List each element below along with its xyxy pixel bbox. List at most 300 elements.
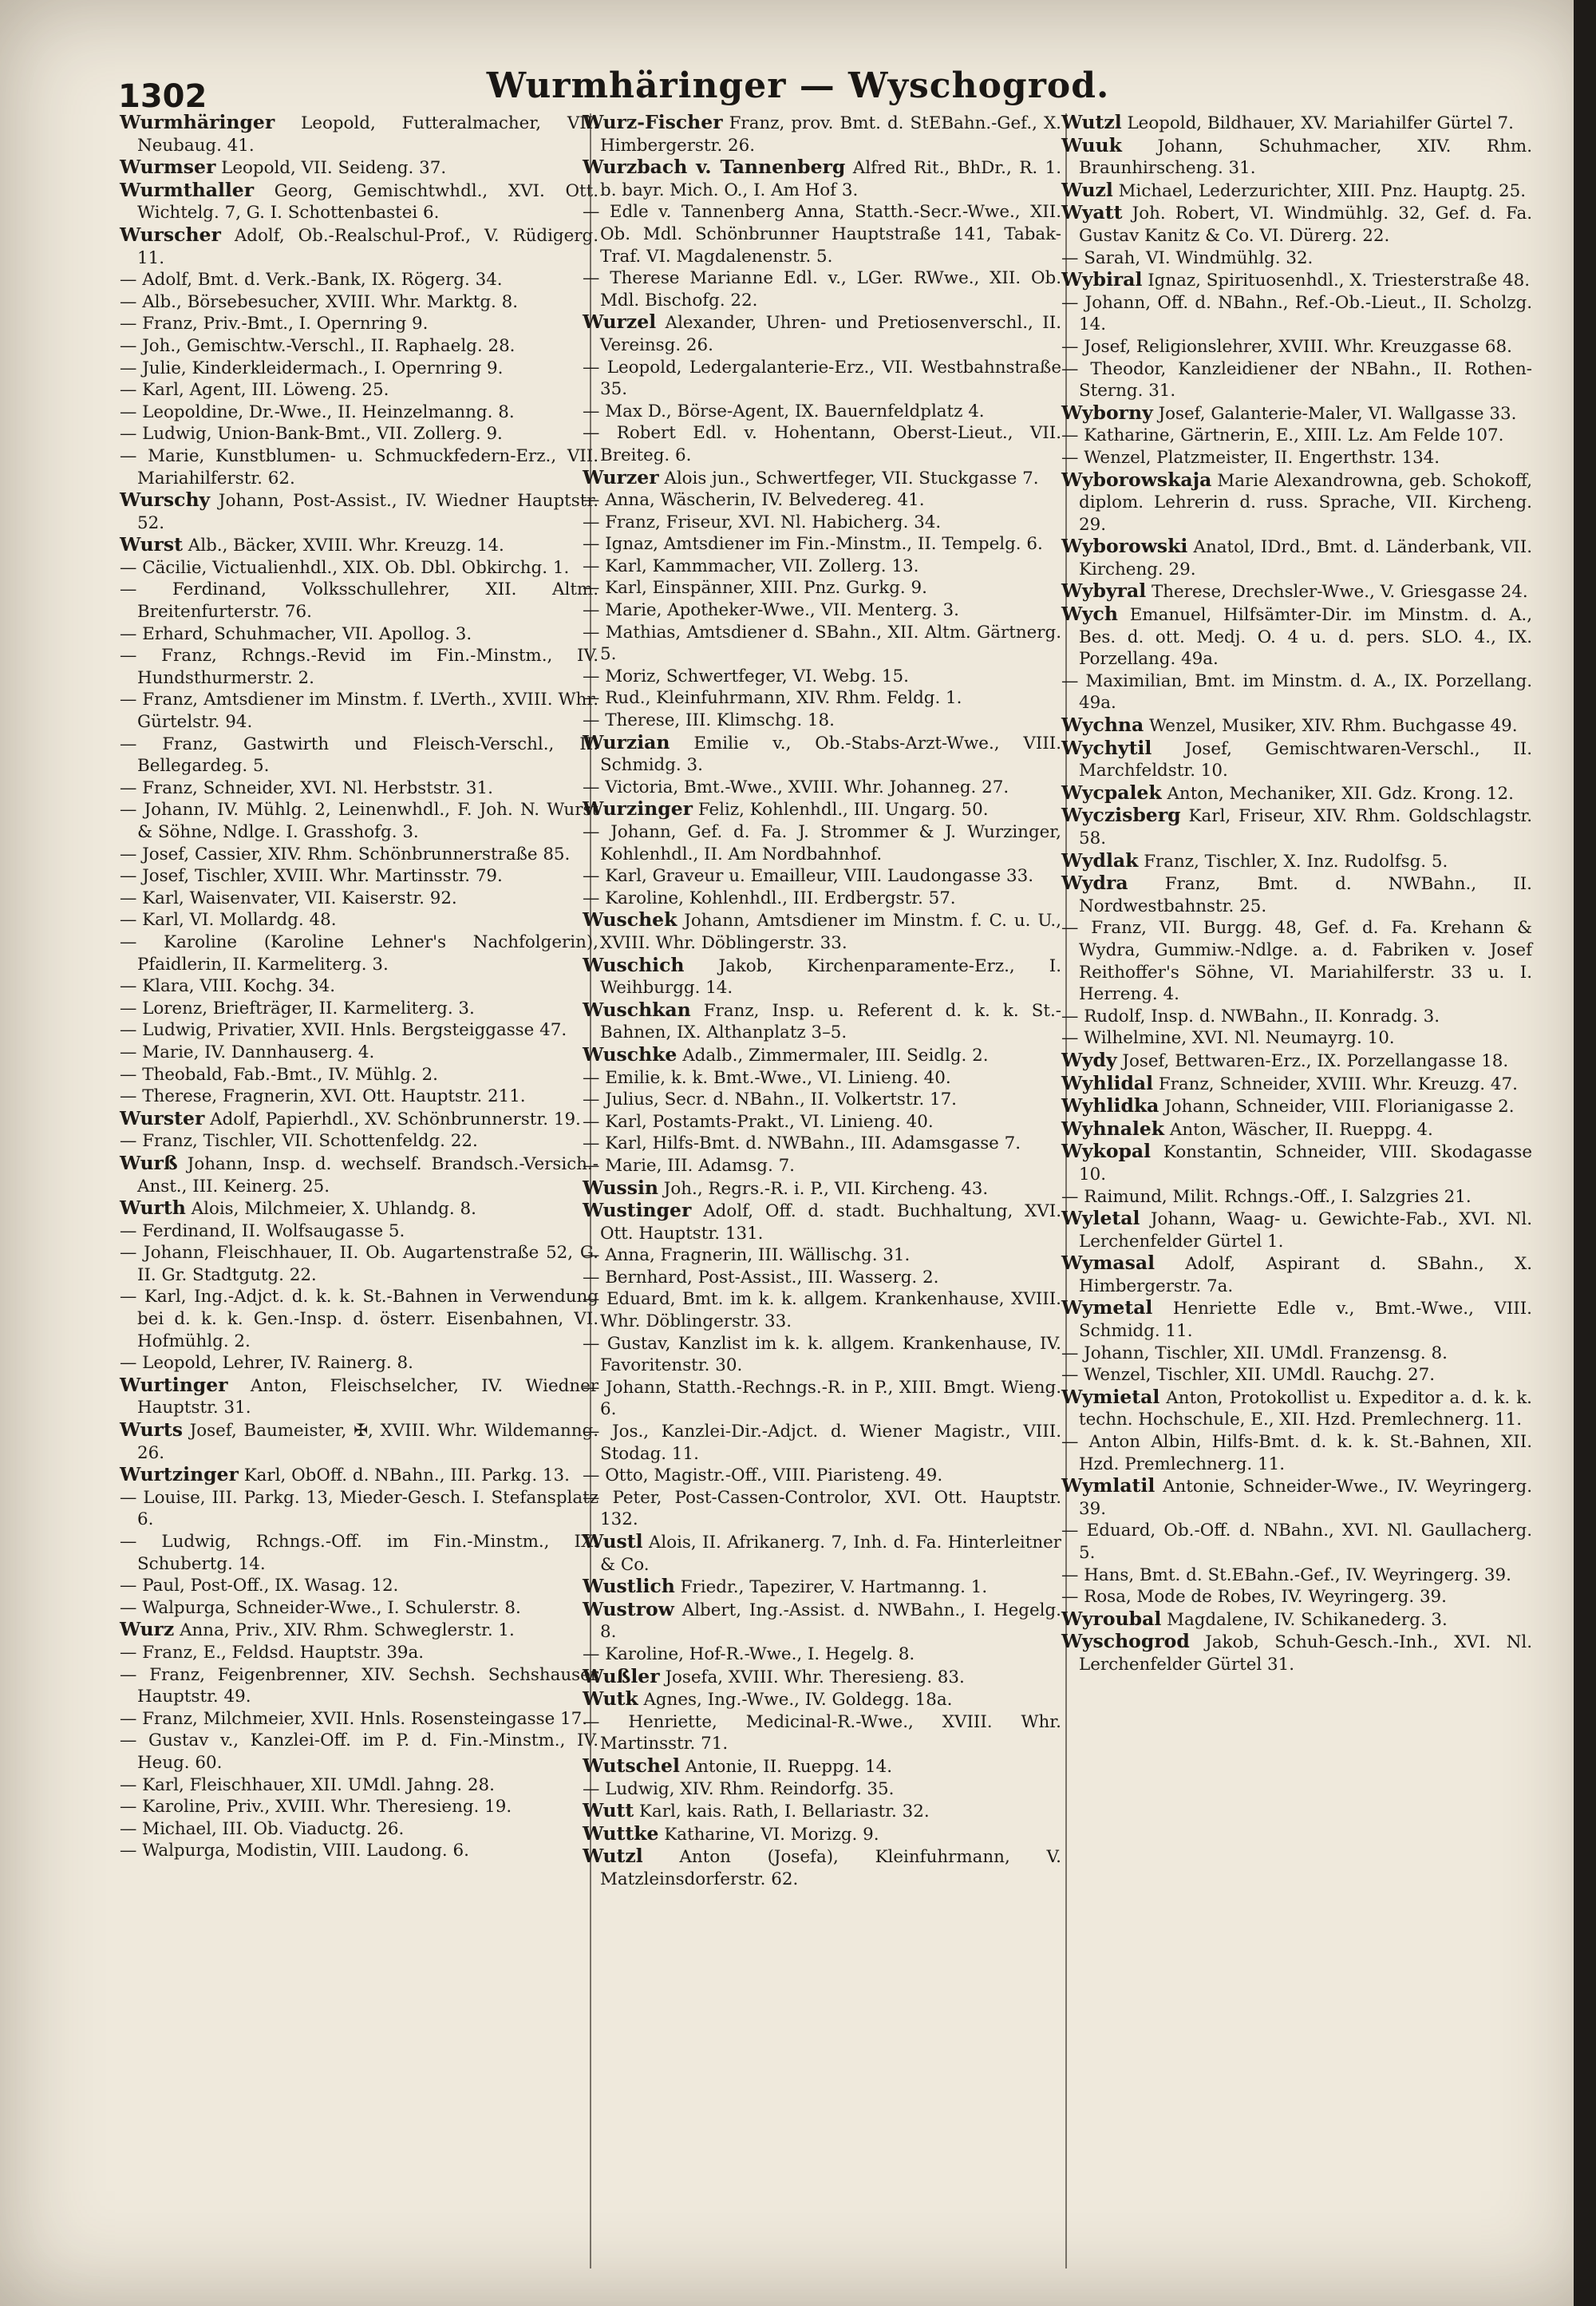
directory-entry <box>583 1599 1061 1643</box>
entry-surname: Wymlatil <box>1061 1474 1156 1497</box>
entry-details: Feliz, Kohlenhdl., III. Ungarg. 50. <box>693 800 989 821</box>
entry-surname: Wuschich <box>583 953 685 976</box>
directory-entry <box>1061 1364 1532 1386</box>
column-3 <box>1061 112 1532 1676</box>
directory-entry <box>583 267 1061 311</box>
entry-details: — Franz, Tischler, VII. Schottenfeldg. 22. <box>120 1131 478 1152</box>
entry-surname: Wuschke <box>583 1042 678 1066</box>
directory-entry <box>1061 1118 1532 1141</box>
entry-surname: Wyroubal <box>1061 1607 1162 1630</box>
directory-entry <box>583 777 1061 799</box>
directory-entry <box>120 1774 598 1797</box>
entry-details: Jakob, Kirchenparamente-Erz., I. Weihburgg. 14. <box>600 955 1061 999</box>
directory-entry <box>583 1778 1061 1801</box>
entry-details: — Wenzel, Tischler, XII. UMdl. Rauchg. 27. <box>1061 1365 1436 1386</box>
entry-details: Albert, Ing.-Assist. d. NWBahn., I. Hegelg. 8. <box>600 1600 1061 1643</box>
directory-entry <box>583 1267 1061 1289</box>
entry-details: Konstantin, Schneider, VIII. Skodagasse 10. <box>1079 1142 1532 1185</box>
entry-details: — Karl, Agent, III. Löweng. 25. <box>120 380 389 401</box>
directory-entry <box>583 156 1061 201</box>
directory-entry <box>1061 202 1532 247</box>
directory-entry <box>1061 1343 1532 1365</box>
entry-details: — Anna, Fragnerin, III. Wällischg. 31. <box>583 1245 911 1266</box>
entry-details: — Theobald, Fab.-Bmt., IV. Mühlg. 2. <box>120 1064 438 1085</box>
directory-entry <box>1061 850 1532 873</box>
entry-details: — Peter, Post-Cassen-Controlor, XVI. Ott. Hauptstr. 132. <box>583 1487 1061 1530</box>
entry-details: — Erhard, Schuhmacher, VII. Apollog. 3. <box>120 623 472 644</box>
entry-details: — Rosa, Mode de Robes, IV. Weyringerg. 39. <box>1061 1587 1447 1608</box>
entry-surname: Wußler <box>583 1664 660 1687</box>
directory-entry <box>583 1421 1061 1465</box>
entry-details: — Marie, Apotheker-Wwe., VII. Menterg. 3. <box>583 600 959 621</box>
directory-entry <box>583 311 1061 356</box>
directory-entry <box>120 1619 598 1642</box>
directory-entry <box>120 291 598 314</box>
entry-surname: Wurzbach v. Tannenberg <box>583 156 846 179</box>
directory-entry <box>120 423 598 445</box>
directory-entry <box>120 224 598 269</box>
directory-entry <box>1061 536 1532 580</box>
entry-details: — Katharine, Gärtnerin, E., XIII. Lz. Am Felde 107. <box>1061 425 1504 446</box>
entry-details: — Marie, Kunstblumen- u. Schmuckfedern-Erz., VII. Mariahilferstr. 62. <box>120 445 598 488</box>
entry-surname: Wurschy <box>120 488 211 512</box>
directory-entry <box>120 1597 598 1620</box>
entry-details: — Lorenz, Briefträger, II. Karmeliterg. 3. <box>120 998 475 1019</box>
directory-entry <box>583 489 1061 512</box>
entry-details: — Karl, Waisenvater, VII. Kaiserstr. 92. <box>120 888 457 908</box>
entry-surname: Wymietal <box>1061 1385 1160 1408</box>
column-2 <box>583 112 1061 1891</box>
entry-details: Katharine, VI. Morizg. 9. <box>658 1824 879 1845</box>
directory-entry <box>1061 1208 1532 1252</box>
entry-details: — Marie, IV. Dannhauserg. 4. <box>120 1042 375 1062</box>
directory-entry <box>583 1155 1061 1177</box>
entry-details: — Johann, Statth.-Rechngs.-R. in P., XIII. Bmgt. Wieng. 6. <box>583 1377 1061 1420</box>
entry-details: — Joh., Gemischtw.-Verschl., II. Raphaelg. 28. <box>120 335 516 356</box>
directory-entry <box>583 357 1061 401</box>
entry-details: — Marie, III. Adamsg. 7. <box>583 1155 795 1176</box>
entry-details: Alois, Milchmeier, X. Uhlandg. 8. <box>185 1199 476 1220</box>
entry-details: Anna, Priv., XIV. Rhm. Schweglerstr. 1. <box>174 1620 515 1641</box>
entry-surname: Wuschek <box>583 908 678 931</box>
entry-details: — Karl, VI. Mollardg. 48. <box>120 910 337 931</box>
entry-surname: Wurts <box>120 1418 183 1442</box>
directory-entry <box>1061 1027 1532 1050</box>
entry-details: — Robert Edl. v. Hohentann, Oberst-Lieut., VII. Breiteg. 6. <box>583 423 1061 465</box>
directory-entry <box>583 1487 1061 1531</box>
directory-entry <box>1061 247 1532 270</box>
directory-entry <box>120 734 598 777</box>
directory-entry <box>1061 1631 1532 1675</box>
entry-details: — Franz, E., Feldsd. Hauptstr. 39a. <box>120 1642 425 1663</box>
entry-details: Antonie, Schneider-Wwe., IV. Weyringerg. 39. <box>1079 1477 1532 1519</box>
directory-entry <box>1061 805 1532 849</box>
directory-entry <box>583 1845 1061 1890</box>
directory-entry <box>120 998 598 1020</box>
entry-details: Josefa, XVIII. Whr. Theresieng. 83. <box>659 1667 965 1687</box>
directory-entry <box>583 1576 1061 1599</box>
entry-details: — Karl, Kammmacher, VII. Zollerg. 13. <box>583 556 919 576</box>
entry-details: — Anna, Wäscherin, IV. Belvedereg. 41. <box>583 490 925 511</box>
entry-details: Magdalene, IV. Schikanederg. 3. <box>1161 1609 1448 1630</box>
entry-details: Leopold, VII. Seideng. 37. <box>215 158 447 179</box>
entry-details: — Victoria, Bmt.-Wwe., XVIII. Whr. Johanneg. 27. <box>583 777 1009 797</box>
directory-entry <box>1061 1141 1532 1185</box>
entry-details: — Maximilian, Bmt. im Minstm. d. A., IX. Porzellang. 49a. <box>1061 670 1532 714</box>
entry-details: Franz, Insp. u. Referent d. k. k. St.-Bahnen, IX. Althanplatz 3–5. <box>600 1000 1061 1043</box>
entry-details: Joh., Regrs.-R. i. P., VII. Kircheng. 43. <box>658 1178 989 1199</box>
entry-details: Adolf, Aspirant d. SBahn., X. Himbergerstr. 7a. <box>1079 1254 1532 1296</box>
entry-details: Johann, Post-Assist., IV. Wiedner Hauptstr. 52. <box>137 491 598 533</box>
entry-details: — Franz, Schneider, XVI. Nl. Herbststr. 31. <box>120 777 493 798</box>
directory-entry <box>583 599 1061 622</box>
entry-surname: Wustl <box>583 1530 643 1552</box>
entry-details: — Theodor, Kanzleidiener der NBahn., II. Rothen-Sterng. 31. <box>1061 358 1532 401</box>
entry-details: — Johann, Tischler, XII. UMdl. Franzensg. 8. <box>1061 1343 1448 1363</box>
directory-entry <box>583 687 1061 710</box>
entry-details: — Karl, Postamts-Prakt., VI. Linieng. 40. <box>583 1111 934 1132</box>
directory-entry <box>583 1823 1061 1846</box>
entry-surname: Wurzinger <box>583 797 693 821</box>
entry-details: — Karl, Graveur u. Emailleur, VIII. Laudongasse 33. <box>583 866 1034 887</box>
directory-entry <box>1061 603 1532 670</box>
entry-surname: Wurst <box>120 533 183 556</box>
entry-details: Anton (Josefa), Kleinfuhrmann, V. Matzleinsdorferstr. 62. <box>600 1847 1061 1889</box>
entry-surname: Wurtzinger <box>120 1463 239 1486</box>
entry-details: — Walpurga, Modistin, VIII. Laudong. 6. <box>120 1841 469 1861</box>
entry-details: — Ludwig, Privatier, XVII. Hnls. Bergsteiggasse 47. <box>120 1020 567 1041</box>
entry-details: — Wilhelmine, XVI. Nl. Neumayrg. 10. <box>1061 1028 1395 1049</box>
entry-surname: Wutzl <box>1061 111 1122 133</box>
directory-entry <box>120 931 598 975</box>
entry-details: — Eduard, Ob.-Off. d. NBahn., XVI. Nl. Gaullacherg. 5. <box>1061 1521 1532 1563</box>
entry-surname: Wyschogrod <box>1061 1630 1190 1653</box>
directory-entry <box>1061 1186 1532 1208</box>
directory-entry <box>583 865 1061 888</box>
directory-entry <box>583 888 1061 910</box>
entry-details: — Josef, Tischler, XVIII. Whr. Martinsstr. 79. <box>120 866 503 887</box>
entry-details: Anton, Wäscher, II. Rueppg. 4. <box>1164 1119 1433 1140</box>
entry-details: — Josef, Cassier, XIV. Rhm. Schönbrunnerstraße 85. <box>120 844 571 864</box>
directory-entry <box>120 1086 598 1108</box>
directory-entry <box>583 1800 1061 1823</box>
directory-entry <box>120 1708 598 1730</box>
directory-entry <box>583 1044 1061 1067</box>
entry-surname: Wych <box>1061 603 1118 626</box>
entry-details: — Mathias, Amtsdiener d. SBahn., XII. Altm. Gärtnerg. 5. <box>583 622 1061 665</box>
directory-entry <box>1061 425 1532 447</box>
directory-entry <box>1061 447 1532 469</box>
entry-details: — Karoline, Priv., XVIII. Whr. Theresieng. 19. <box>120 1797 512 1818</box>
entry-surname: Wyborowski <box>1061 535 1188 558</box>
entry-details: — Leopold, Ledergalanterie-Erz., VII. Westbahnstraße 35. <box>583 357 1061 400</box>
directory-entry <box>120 1042 598 1064</box>
entry-surname: Wurtinger <box>120 1373 228 1396</box>
entry-details: — Franz, Rchngs.-Revid im Fin.-Minstm., IV. Hundsthurmerstr. 2. <box>120 646 598 688</box>
entry-details: — Bernhard, Post-Assist., III. Wasserg. 2. <box>583 1267 939 1287</box>
entry-details: — Cäcilie, Victualienhdl., XIX. Ob. Dbl. Obkirchg. 1. <box>120 557 570 578</box>
directory-entry <box>120 313 598 335</box>
entry-details: — Johann, Fleischhauer, II. Ob. Augartenstraße 52, G. II. Gr. Stadtgutg. 22. <box>120 1243 598 1285</box>
entry-surname: Wutzl <box>583 1845 643 1868</box>
entry-surname: Wurmser <box>120 156 216 179</box>
entry-details: Friedr., Tapezirer, V. Hartmanng. 1. <box>674 1577 988 1598</box>
entry-surname: Wustlich <box>583 1575 675 1598</box>
entry-details: Johann, Waag- u. Gewichte-Fab., XVI. Nl. Lerchenfelder Gürtel 1. <box>1079 1209 1532 1252</box>
entry-details: — Karl, Hilfs-Bmt. d. NWBahn., III. Adamsgasse 7. <box>583 1133 1021 1154</box>
directory-entry <box>1061 469 1532 536</box>
entry-surname: Wyatt <box>1061 201 1123 224</box>
directory-entry <box>1061 292 1532 336</box>
column-1 <box>120 112 598 1862</box>
entry-details: — Max D., Börse-Agent, IX. Bauernfeldplatz 4. <box>583 401 985 421</box>
directory-entry <box>583 710 1061 732</box>
entry-details: — Alb., Börsebesucher, XVIII. Whr. Marktg. 8. <box>120 291 519 312</box>
entry-details: Emanuel, Hilfsämter-Dir. im Minstm. d. A., Bes. d. ott. Medj. O. 4 u. d. pers. SLO. 4., IX. Porzellang. 49a. <box>1079 605 1532 670</box>
entry-details: Adolf, Off. d. stadt. Buchhaltung, XVI. Ott. Hauptstr. 131. <box>600 1201 1061 1244</box>
entry-details: Adolf, Papierhdl., XV. Schönbrunnerstr. 19. <box>204 1109 581 1129</box>
entry-details: Leopold, Futteralmacher, VII. Neubaug. 41. <box>137 113 598 156</box>
entry-details: — Karl, Ing.-Adjct. d. k. k. St.-Bahnen in Verwendung bei d. k. k. Gen.-Insp. d. österr. Eisenbahnen, VI. Hofmühlg. 2. <box>120 1287 598 1351</box>
entry-details: — Karl, Fleischhauer, XII. UMdl. Jahng. 28. <box>120 1774 495 1795</box>
entry-details: — Karl, Einspänner, XIII. Pnz. Gurkg. 9. <box>583 578 927 599</box>
directory-entry <box>1061 1475 1532 1520</box>
directory-entry <box>583 1288 1061 1332</box>
entry-surname: Wurzer <box>583 465 659 488</box>
entry-details: Johann, Schneider, VIII. Florianigasse 2. <box>1159 1097 1515 1117</box>
entry-details: Leopold, Bildhauer, XV. Mariahilfer Gürtel 7. <box>1121 113 1514 133</box>
entry-surname: Wutschel <box>583 1754 680 1777</box>
directory-entry <box>120 534 598 557</box>
entry-details: — Ludwig, XIV. Rhm. Reindorfg. 35. <box>583 1778 895 1799</box>
directory-entry <box>1061 336 1532 358</box>
directory-entry <box>583 1377 1061 1421</box>
directory-entry <box>1061 1586 1532 1608</box>
directory-entry <box>120 844 598 866</box>
entry-details: — Josef, Religionslehrer, XVIII. Whr. Kreuzgasse 68. <box>1061 336 1512 357</box>
directory-entry <box>1061 1073 1532 1096</box>
entry-details: — Henriette, Medicinal-R.-Wwe., XVIII. Whr. Martinsstr. 71. <box>583 1711 1061 1754</box>
entry-details: Alois jun., Schwertfeger, VII. Stuckgasse 7. <box>658 468 1039 488</box>
entry-surname: Wyborny <box>1061 401 1153 424</box>
entry-surname: Wybyral <box>1061 579 1147 603</box>
entry-details: Jakob, Schuh-Gesch.-Inh., XVI. Nl. Lerchenfelder Gürtel 31. <box>1079 1632 1532 1675</box>
directory-entry <box>583 955 1061 999</box>
directory-entry <box>583 666 1061 688</box>
directory-entry <box>120 401 598 424</box>
entry-details: Anton, Mechaniker, XII. Gdz. Krong. 12. <box>1161 783 1514 804</box>
entry-details: — Ignaz, Amtsdiener im Fin.-Minstm., II. Tempelg. 6. <box>583 534 1043 555</box>
entry-details: — Franz, Amtsdiener im Minstm. f. LVerth., XVIII. Whr. Gürtelstr. 94. <box>120 690 598 733</box>
entry-surname: Wuschkan <box>583 998 691 1021</box>
directory-entry <box>583 732 1061 777</box>
directory-entry <box>583 467 1061 490</box>
entry-details: — Leopoldine, Dr.-Wwe., II. Heinzelmanng. 8. <box>120 401 515 422</box>
entry-details: — Moriz, Schwertfeger, VI. Webg. 15. <box>583 666 909 686</box>
entry-details: Anton, Protokollist u. Expeditor a. d. k. k. techn. Hochschule, E., XII. Hzd. Premlechnerg. 11. <box>1079 1387 1532 1430</box>
directory-entry <box>1061 1297 1532 1342</box>
directory-entry <box>120 689 598 733</box>
entry-details: Joh. Robert, VI. Windmühlg. 32, Gef. d. Fa. Gustav Kanitz & Co. VI. Dürerg. 22. <box>1079 204 1532 246</box>
entry-surname: Wymetal <box>1061 1296 1153 1319</box>
entry-details: Georg, Gemischtwhdl., XVI. Ott. Wichtelg. 7, G. I. Schottenbastei 6. <box>137 180 598 223</box>
directory-entry <box>120 975 598 998</box>
directory-entry <box>120 489 598 534</box>
directory-entry <box>120 1019 598 1042</box>
directory-entry <box>120 1664 598 1708</box>
directory-entry <box>1061 917 1532 1005</box>
directory-entry <box>120 777 598 800</box>
directory-entry <box>120 1487 598 1531</box>
directory-entry <box>1061 1608 1532 1632</box>
entry-surname: Wychytil <box>1061 736 1152 759</box>
directory-entry <box>1061 112 1532 135</box>
entry-details: — Otto, Magistr.-Off., VIII. Piaristeng. 49. <box>583 1465 943 1486</box>
entry-details: Michael, Lederzurichter, XIII. Pnz. Hauptg. 25. <box>1112 180 1526 201</box>
entry-details: Alois, II. Afrikanerg. 7, Inh. d. Fa. Hinterleitner & Co. <box>600 1533 1061 1575</box>
entry-details: — Karoline (Karoline Lehner's Nachfolgerin), Pfaidlerin, II. Karmeliterg. 3. <box>120 931 598 975</box>
directory-entry <box>1061 670 1532 714</box>
directory-entry <box>1061 1095 1532 1118</box>
directory-entry <box>120 180 598 224</box>
directory-entry <box>120 156 598 180</box>
entry-details: — Franz, Friseur, XVI. Nl. Habicherg. 34. <box>583 512 942 532</box>
entry-surname: Wyletal <box>1061 1207 1140 1230</box>
directory-entry <box>583 1711 1061 1755</box>
entry-surname: Wurster <box>120 1106 205 1129</box>
directory-entry <box>1061 1050 1532 1073</box>
entry-details: Karl, kais. Rath, I. Bellariastr. 32. <box>634 1802 930 1822</box>
entry-details: Josef, Bettwaren-Erz., IX. Porzellangasse 18. <box>1116 1050 1509 1071</box>
directory-entry <box>120 888 598 910</box>
directory-entry <box>583 622 1061 666</box>
directory-entry <box>1061 714 1532 738</box>
entry-details: Johann, Insp. d. wechself. Brandsch.-Versich.-Anst., III. Keinerg. 25. <box>137 1153 598 1197</box>
directory-entry <box>583 1200 1061 1244</box>
directory-entry <box>583 821 1061 865</box>
entry-surname: Wychna <box>1061 714 1144 737</box>
directory-entry <box>583 999 1061 1044</box>
entry-details: — Edle v. Tannenberg Anna, Statth.-Secr.-Wwe., XII. Ob. Mdl. Schönbrunner Hauptstraße 141, Tabak-Traf. VI. Magdalenenstr. 5. <box>583 202 1061 267</box>
directory-entry <box>120 909 598 931</box>
directory-entry <box>583 422 1061 466</box>
entry-details: Franz, Schneider, XVIII. Whr. Kreuzg. 47. <box>1153 1074 1518 1094</box>
directory-entry <box>583 909 1061 954</box>
directory-entry <box>120 1064 598 1086</box>
entry-surname: Wuuk <box>1061 133 1122 156</box>
directory-entry <box>583 556 1061 578</box>
entry-details: — Franz, Gastwirth und Fleisch-Verschl., II. Bellegardeg. 5. <box>120 734 598 777</box>
entry-details: — Ferdinand, II. Wolfsaugasse 5. <box>120 1220 405 1241</box>
entry-details: Antonie, II. Rueppg. 14. <box>679 1756 892 1777</box>
directory-entry <box>1061 738 1532 782</box>
entry-details: — Julius, Secr. d. NBahn., II. Volkertstr. 17. <box>583 1090 957 1110</box>
directory-entry <box>583 533 1061 556</box>
entry-surname: Wydlak <box>1061 848 1139 872</box>
entry-surname: Wybiral <box>1061 268 1143 291</box>
entry-details: — Johann, Off. d. NBahn., Ref.-Ob.-Lieut., II. Scholzg. 14. <box>1061 292 1532 335</box>
entry-details: — Walpurga, Schneider-Wwe., I. Schulerstr. 8. <box>120 1597 521 1618</box>
directory-entry <box>1061 358 1532 402</box>
entry-surname: Wustinger <box>583 1199 692 1222</box>
entry-details: — Paul, Post-Off., IX. Wasag. 12. <box>120 1576 399 1596</box>
directory-entry <box>583 201 1061 267</box>
entry-details: Karl, Friseur, XIV. Rhm. Goldschlagstr. 58. <box>1079 806 1532 848</box>
entry-details: Karl, ObOff. d. NBahn., III. Parkg. 13. <box>238 1465 570 1486</box>
entry-details: Emilie v., Ob.-Stabs-Arzt-Wwe., VIII. Schmidg. 3. <box>600 733 1061 776</box>
entry-details: Therese, Drechsler-Wwe., V. Griesgasse 24. <box>1146 582 1528 603</box>
entry-details: Alexander, Uhren- und Pretiosenverschl., II. Vereinsg. 26. <box>600 313 1061 355</box>
entry-details: Alfred Rit., BhDr., R. 1. b. bayr. Mich. O., I. Am Hof 3. <box>600 158 1062 200</box>
directory-entry <box>583 512 1061 534</box>
entry-details: — Hans, Bmt. d. St.EBahn.-Gef., IV. Weyringerg. 39. <box>1061 1564 1511 1585</box>
directory-entry <box>120 112 598 156</box>
entry-surname: Wurmthaller <box>120 178 255 201</box>
entry-details: — Therese, III. Klimschg. 18. <box>583 710 835 731</box>
entry-details: — Franz, Priv.-Bmt., I. Opernring 9. <box>120 314 429 334</box>
directory-entry <box>583 1333 1061 1377</box>
directory-entry <box>120 1575 598 1597</box>
entry-surname: Wutt <box>583 1799 634 1822</box>
entry-surname: Wymasal <box>1061 1252 1156 1275</box>
directory-entry <box>1061 269 1532 292</box>
entry-details: Franz, prov. Bmt. d. StEBahn.-Gef., X. Himbergerstr. 26. <box>600 113 1061 156</box>
entry-surname: Wykopal <box>1061 1140 1152 1163</box>
directory-entry <box>583 1089 1061 1111</box>
directory-entry <box>1061 180 1532 203</box>
entry-details: — Johann, Gef. d. Fa. J. Strommer & J. Wurzinger, Kohlenhdl., II. Am Nordbahnhof. <box>583 822 1061 864</box>
directory-entry <box>120 1375 598 1419</box>
directory-entry <box>583 112 1061 156</box>
entry-surname: Wurth <box>120 1197 186 1220</box>
directory-entry <box>120 1818 598 1841</box>
entry-surname: Wurzian <box>583 730 670 754</box>
entry-surname: Wutk <box>583 1687 638 1711</box>
entry-details: — Karoline, Kohlenhdl., III. Erdbergstr. 57. <box>583 888 956 908</box>
directory-entry <box>120 1796 598 1818</box>
entry-surname: Wuttke <box>583 1821 659 1845</box>
entry-details: — Wenzel, Platzmeister, II. Engerthstr. 134. <box>1061 447 1440 468</box>
entry-details: — Johann, IV. Mühlg. 2, Leinenwhdl., F. Joh. N. Wurst & Söhne, Ndlge. I. Grasshofg. 3. <box>120 800 598 842</box>
directory-entry <box>583 1531 1061 1576</box>
directory-entry <box>583 1465 1061 1487</box>
directory-entry <box>120 1531 598 1575</box>
directory-entry <box>1061 1520 1532 1564</box>
directory-entry <box>120 557 598 579</box>
directory-entry <box>120 379 598 401</box>
directory-entry <box>1061 1564 1532 1587</box>
directory-entry <box>583 1177 1061 1200</box>
directory-entry <box>120 623 598 646</box>
entry-details: — Anton Albin, Hilfs-Bmt. d. k. k. St.-Bahnen, XII. Hzd. Premlechnerg. 11. <box>1061 1432 1532 1474</box>
entry-details: — Louise, III. Parkg. 13, Mieder-Gesch. I. Stefansplatz 6. <box>120 1487 598 1530</box>
entry-surname: Wuzl <box>1061 178 1113 201</box>
directory-entry <box>583 577 1061 599</box>
entry-details: — Leopold, Lehrer, IV. Rainerg. 8. <box>120 1353 413 1374</box>
entry-details: Anton, Fleischselcher, IV. Wiedner Hauptstr. 31. <box>137 1375 598 1418</box>
entry-details: Marie Alexandrowna, geb. Schokoff, diplom. Lehrerin d. russ. Sprache, VII. Kircheng. 29. <box>1079 470 1532 535</box>
entry-surname: Wurmhäringer <box>120 111 275 133</box>
directory-entry <box>1061 1252 1532 1297</box>
entry-surname: Wyhlidal <box>1061 1071 1154 1094</box>
entry-details: — Rudolf, Insp. d. NWBahn., II. Konradg. 3. <box>1061 1006 1440 1026</box>
directory-entry <box>120 358 598 380</box>
directory-entry <box>120 1130 598 1153</box>
directory-entry <box>583 401 1061 423</box>
entry-details: Ignaz, Spirituosenhdl., X. Triesterstraße 48. <box>1142 271 1530 291</box>
directory-entry <box>120 1419 598 1464</box>
entry-details: — Gustav, Kanzlist im k. k. allgem. Krankenhause, IV. Favoritenstr. 30. <box>583 1333 1061 1376</box>
